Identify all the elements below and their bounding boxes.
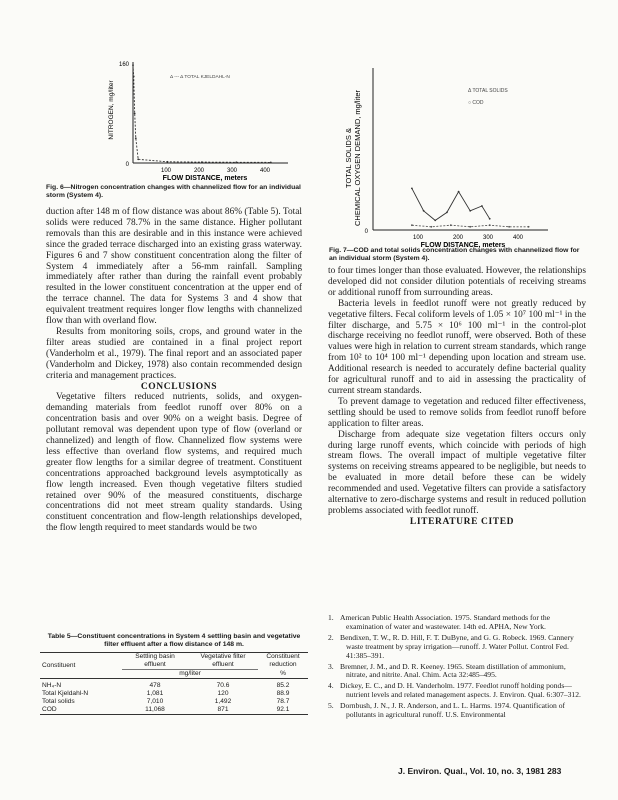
fig6-data-point: [137, 158, 139, 160]
table-cell: 11,068: [145, 706, 165, 713]
fig7-data-point: [481, 205, 483, 207]
fig7-ylabel-2: CHEMICAL OXYGEN DEMAND, mg/liter: [353, 90, 362, 226]
fig6-xtick: 300: [226, 168, 238, 174]
table-row: [40, 706, 308, 715]
fig7-data-point: [434, 220, 436, 222]
fig6-ytick-top: 160: [118, 62, 129, 68]
table-cell: COD: [42, 706, 57, 713]
fig6-data-point: [235, 161, 237, 163]
fig7-data-point: [458, 191, 460, 193]
fig6-data-point: [132, 64, 134, 66]
table-cell: NH₄-N: [42, 682, 62, 689]
fig7-data-point: [446, 212, 448, 214]
table5-header: Settling basin effluent: [135, 653, 175, 668]
reference-item: [328, 634, 586, 661]
fig7-caption: Fig. 7—COD and total solids concentration changes with channelized flow for an individual storm (System 4).: [329, 247, 580, 262]
left-paragraph: duction after 148 m of flow distance was about 86% (Table 5). Total solids were reduced 78.7% in the same distance. Higher pollutant removals than this are desirable and in this instance were achieved since the graded terrace discharged into an existing grass waterway. Figures 6 and 7 show constituent concentration along the filter of System 4 immediately after a 56-mm rainfall. Sampling immediately after rather than during the rainfall event probably resulted in the lower constituent concentration at the upper end of the terrace channel. The data for Systems 3 and 4 show that equivalent treatment requires longer flow lengths with channelized flow than with overland flow.: [46, 207, 302, 327]
right-paragraph: to four times longer than those evaluated. However, the relationships developed did not consider dilution potentials of receiving streams or additional runoff from surrounding areas.: [328, 266, 586, 298]
reference-item: [328, 682, 586, 700]
fig6-caption: Fig. 6—Nitrogen concentration changes with channelized flow for an individual storm (System 4).: [46, 184, 301, 199]
fig7-data-point: [508, 226, 510, 228]
fig7-xtick: 300: [482, 235, 494, 241]
table-cell: 1,492: [214, 698, 232, 705]
fig6-data-point: [135, 137, 137, 139]
fig7-data-point: [411, 224, 413, 226]
reference-item: [328, 614, 586, 632]
fig6-data-point: [201, 161, 203, 163]
conclusions-heading: CONCLUSIONS: [140, 381, 218, 392]
reference-number: 3.: [328, 661, 334, 671]
left-paragraph: Results from monitoring soils, crops, and ground water in the filter areas studied are contained in a final project report (Vanderholm et al., 1979). The final report and an associated paper (Vanderholm and Dickey, 1978) also contain recommended design criteria and management practices.: [46, 326, 302, 381]
right-paragraph: To prevent damage to vegetation and reduced filter effectiveness, settling should be used to remove solids from feedlot runoff before application to filter areas.: [328, 396, 586, 429]
journal-footer: J. Environ. Qual., Vol. 10, no. 3, 1981 283: [398, 766, 562, 776]
fig6-xtick: 400: [259, 168, 271, 174]
table-cell: 1,081: [146, 690, 164, 697]
reference-text: Dornbush, J. N., J. R. Anderson, and L. L. Harms. 1974. Quantification of pollutants in agricultural runoff. U.S. Environmental: [340, 701, 566, 720]
left-paragraph: Vegetative filters reduced nutrients, solids, and oxygen-demanding materials from feedlot runoff over 80% on a concentration basis and over 90% on a weight basis. Degree of pollutant removal was dependent upon type of flow (overland or channelized) and length of flow. Channelized flow systems were less effective than overland flow systems, and required much greater flow lengths for a similar degree of treatment. Constituent concentrations approached background levels asymptotically as flow length increased. Even though vegetative filters studied retained over 90% of the measured constituents, discharge concentrations did not meet stream quality standards. Using constituent concentration and flow-length relationships developed, the flow length required to meet standards would be two: [46, 392, 302, 534]
reference-text: Bendixen, T. W., R. D. Hill, F. T. DuByne, and G. G. Robeck. 1969. Cannery waste treatment by spray irrigation—runoff. J. Water Pollut. Control Fed. 41:385–391.: [340, 632, 574, 660]
fig6-data-point: [270, 162, 272, 164]
fig7-data-point: [450, 224, 452, 226]
fig7-xlabel: FLOW DISTANCE, meters: [420, 242, 506, 248]
fig6-data-point: [133, 76, 135, 78]
fig6-legend: Δ --- Δ TOTAL KJELDAHL-N: [170, 75, 230, 80]
fig7-data-point: [469, 226, 471, 228]
fig7-xtick: 100: [412, 235, 424, 241]
table-row: [40, 690, 308, 698]
reference-list: [328, 614, 586, 722]
fig6-ytick-zero: 0: [125, 162, 129, 168]
right-paragraph: Bacteria levels in feedlot runoff were not greatly reduced by vegetative filters. Fecal coliform levels of 1.05 × 10⁷ 100 ml⁻¹ in the filter discharge, and 5.75 × 10⁶ 100 ml⁻¹ in the control-plot discharge receiving no feedlot runoff, were observed. Both of these values were high in relation to current stream standards, which range from 10² to 10⁴ 100 ml⁻¹ depending upon location and stream use. Additional research is needed to accurately define bacterial quality for agricultural runoff and to aid in assessing the practicality of current stream standards.: [328, 298, 586, 396]
table-cell: 78.7: [276, 698, 290, 705]
fig7-data-point: [489, 218, 491, 220]
left-column: [46, 207, 302, 534]
fig7-data-point: [423, 210, 425, 212]
fig7-ytick-zero: 0: [364, 229, 368, 235]
fig7-data-point: [411, 188, 413, 190]
fig7-ylabel-1: TOTAL SOLIDS &: [344, 128, 353, 188]
table-cell: 85.2: [276, 682, 290, 689]
table5-title: Table 5—Constituent concentrations in System 4 settling basin and vegetative filter effluent after a flow distance of 148 m.: [47, 633, 301, 648]
table-row: [40, 682, 308, 690]
fig6-data-point: [134, 113, 136, 115]
reference-item: [328, 702, 586, 720]
fig7-data-point: [528, 226, 530, 228]
reference-number: 5.: [328, 701, 334, 711]
fig6-data-point: [167, 161, 169, 163]
table-cell: 88.9: [276, 690, 290, 697]
table5-unit: %: [280, 669, 286, 677]
fig7-data-point: [430, 226, 432, 228]
fig7-xtick: 400: [512, 235, 524, 241]
table-cell: 120: [217, 690, 229, 697]
literature-heading: LITERATURE CITED: [409, 516, 515, 527]
table5-header: Constituent: [42, 661, 76, 669]
reference-number: 4.: [328, 681, 334, 691]
table-cell: Total solids: [42, 698, 75, 705]
table5-grid: [40, 652, 308, 715]
reference-text: Bremner, J. M., and D. R. Keeney. 1965. Steam distillation of ammonium, nitrate, and nitrite. Anal. Chim. Acta 32:485–495.: [340, 661, 566, 680]
table5-unit: mg/liter: [122, 670, 258, 679]
reference-text: Dickey, E. C., and D. H. Vanderholm. 1977. Feedlot runoff holding ponds—nutrient levels and related management aspects. J. Environ. Qual. 6:307–312.: [340, 681, 581, 700]
fig7-legend-solids: Δ TOTAL SOLIDS: [468, 88, 508, 94]
table-cell: 478: [149, 682, 161, 689]
fig6-xtick: 200: [193, 168, 205, 174]
fig7-data-point: [489, 224, 491, 226]
fig7-xtick: 200: [452, 235, 464, 241]
reference-item: [328, 663, 586, 681]
fig7-legend-cod: ○ COD: [468, 100, 484, 106]
right-paragraph: Discharge from adequate size vegetation filters occurs only during large runoff events, which coincide with periods of high stream flows. The overall impact of multiple vegetative filter systems on receiving streams appeared to be negligible, but needs to be evaluated in more detail before these can be widely recommended and used. Vegetative filters can provide a satisfactory alternative to zero-discharge systems and result in reduced pollution problems associated with feedlot runoff.: [328, 429, 586, 516]
fig6-chart: [60, 58, 290, 182]
table-row: [40, 698, 308, 706]
fig6-ylabel: NITROGEN, mg/liter: [108, 80, 115, 140]
reference-number: 1.: [328, 613, 334, 622]
fig7-data-point: [469, 210, 471, 212]
table5-header: Constituent reduction: [266, 653, 300, 669]
table-cell: 7,010: [146, 698, 164, 705]
reference-text: American Public Health Association. 1975. Standard methods for the examination of water and wastewater. 14th ed. APHA, New York.: [340, 613, 551, 631]
reference-number: 2.: [328, 632, 334, 642]
table-cell: 70.6: [216, 682, 230, 689]
fig7-chart: [328, 58, 576, 248]
fig6-xlabel: FLOW DISTANCE, meters: [162, 175, 248, 182]
fig7-series-line: [412, 188, 490, 220]
table5: [40, 633, 308, 715]
right-column: [328, 266, 586, 528]
table-cell: 871: [217, 706, 229, 713]
table5-header: Vegetative filter effluent: [200, 653, 246, 668]
table-cell: 92.1: [276, 706, 290, 713]
fig6-xtick: 100: [160, 168, 172, 174]
table5-unit: [40, 670, 122, 679]
table-cell: Total Kjeldahl-N: [42, 690, 89, 697]
